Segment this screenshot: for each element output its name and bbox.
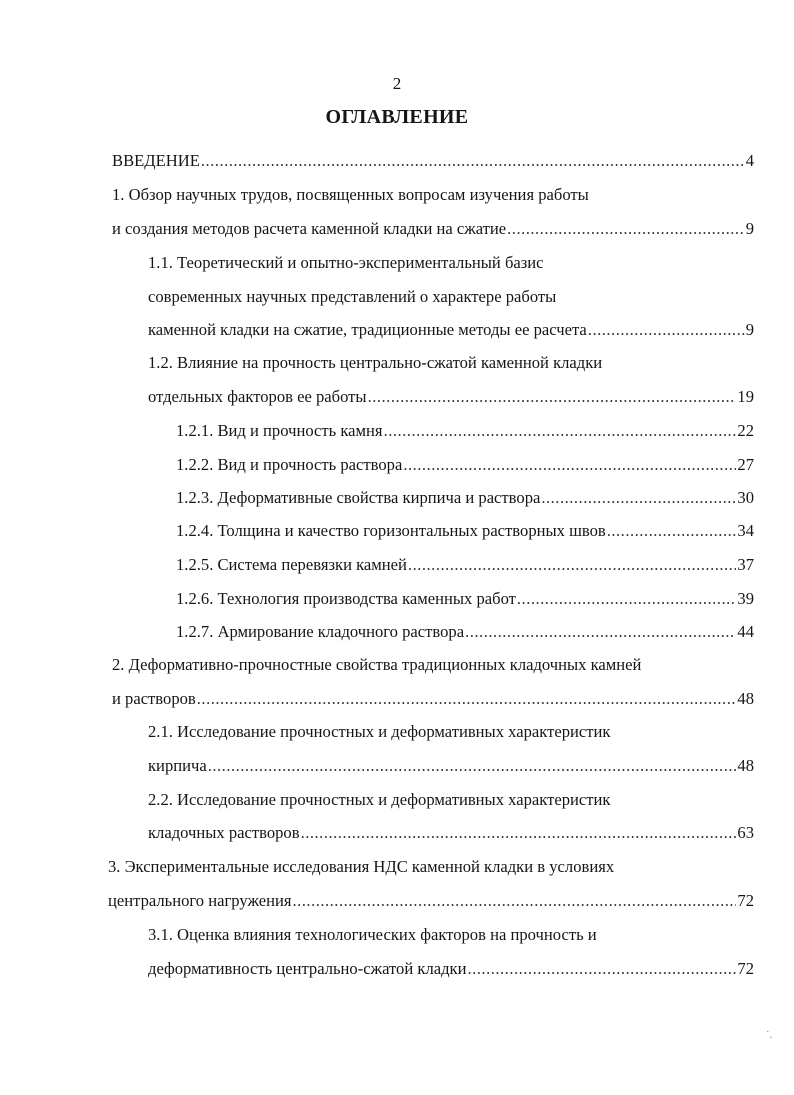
toc-entry-page: 9 [745,219,754,238]
toc-entry [148,722,754,742]
toc-title: ОГЛАВЛЕНИЕ [325,106,469,128]
toc-entry [112,151,754,171]
toc-entry-text: 1.2.7. Армирование кладочного раствора [176,622,465,641]
toc-entry [176,521,754,541]
dot-leader [541,488,736,508]
dot-leader [465,622,736,642]
toc-entry [176,555,754,575]
toc-entry-page: 72 [737,891,754,910]
toc-entry-text: 2. Деформативно-прочностные свойства традиционных кладочных камней [112,655,642,674]
toc-entry-text: 1.2.2. Вид и прочность раствора [176,455,403,474]
toc-entry [176,622,754,642]
dot-leader [588,320,745,340]
toc-entry-page: 63 [737,823,754,842]
toc-entry [112,185,754,205]
toc-entry-text: 2.2. Исследование прочностных и деформативных характеристик [148,790,611,809]
toc-entry [112,689,754,709]
toc-entry-page: 27 [737,455,754,474]
toc-entry [148,320,754,340]
toc-entry-text: 1.2.5. Система перевязки камней [176,555,407,574]
dot-leader [368,387,737,407]
toc-entry-page: 4 [745,151,754,170]
dot-leader [301,823,737,843]
toc-entry-page: 19 [737,387,754,406]
toc-entry-page: 48 [737,756,754,775]
toc-entry [176,455,754,475]
toc-entry [108,857,754,877]
dot-leader [403,455,736,475]
toc-entry-text: современных научных представлений о характере работы [148,287,557,306]
dot-leader [517,589,737,609]
toc-entry [148,387,754,407]
dot-leader [201,151,745,171]
toc-entry-text: деформативность центрально-сжатой кладки [148,959,467,978]
dot-leader [292,891,736,911]
toc-entry [108,891,754,911]
toc-entry [148,790,754,810]
toc-entry-text: и создания методов расчета каменной кладки на сжатие [112,219,507,238]
scan-speck-mark: ˙. [766,1030,772,1041]
toc-entry-text: кладочных растворов [148,823,300,842]
toc-entry [148,925,754,945]
dot-leader [384,421,737,441]
toc-entry [112,219,754,239]
toc-entry-page: 37 [737,555,754,574]
toc-entry-page: 44 [737,622,754,641]
toc-entry [148,959,754,979]
toc-entry-text: 1.1. Теоретический и опытно-экспериментальный базис [148,253,544,272]
toc-entry [148,253,754,273]
dot-leader [408,555,736,575]
toc-entry-text: 1. Обзор научных трудов, посвященных вопросам изучения работы [112,185,589,204]
toc-entry-text: центрального нагружения [108,891,292,910]
toc-entry-text: 1.2.6. Технология производства каменных работ [176,589,516,608]
toc-entry [112,655,754,675]
toc-entry-page: 9 [745,320,754,339]
toc-entry [148,756,754,776]
toc-entry-text: каменной кладки на сжатие, традиционные методы ее расчета [148,320,587,339]
toc-entry [148,353,754,373]
toc-entry [148,823,754,843]
toc-entry-page: 30 [737,488,754,507]
toc-entry-text: кирпича [148,756,207,775]
toc-entry-text: 1.2.3. Деформативные свойства кирпича и раствора [176,488,541,507]
dot-leader [197,689,737,709]
toc-entry [176,421,754,441]
dot-leader [507,219,745,239]
toc-entry [148,287,754,307]
dot-leader [208,756,737,776]
toc-entry-text: 3.1. Оценка влияния технологических факторов на прочность и [148,925,597,944]
toc-entry-text: 1.2.1. Вид и прочность камня [176,421,383,440]
toc-entry-text: отдельных факторов ее работы [148,387,367,406]
toc-entry-text: 1.2.4. Толщина и качество горизонтальных растворных швов [176,521,606,540]
dot-leader [607,521,737,541]
toc-entry-text: 3. Экспериментальные исследования НДС каменной кладки в условиях [108,857,615,876]
toc-entry-text: и растворов [112,689,196,708]
toc-entry-page: 22 [737,421,754,440]
toc-entry [176,589,754,609]
toc-entry-page: 72 [737,959,754,978]
toc-entry-page: 39 [737,589,754,608]
toc-entry-page: 34 [737,521,754,540]
toc-entry-text: 1.2. Влияние на прочность центрально-сжатой каменной кладки [148,353,603,372]
page-number: 2 [392,74,402,93]
dot-leader [467,959,736,979]
toc-entry [176,488,754,508]
toc-entry-page: 48 [737,689,754,708]
toc-entry-text: ВВЕДЕНИЕ [112,151,200,170]
toc-entry-text: 2.1. Исследование прочностных и деформативных характеристик [148,722,611,741]
